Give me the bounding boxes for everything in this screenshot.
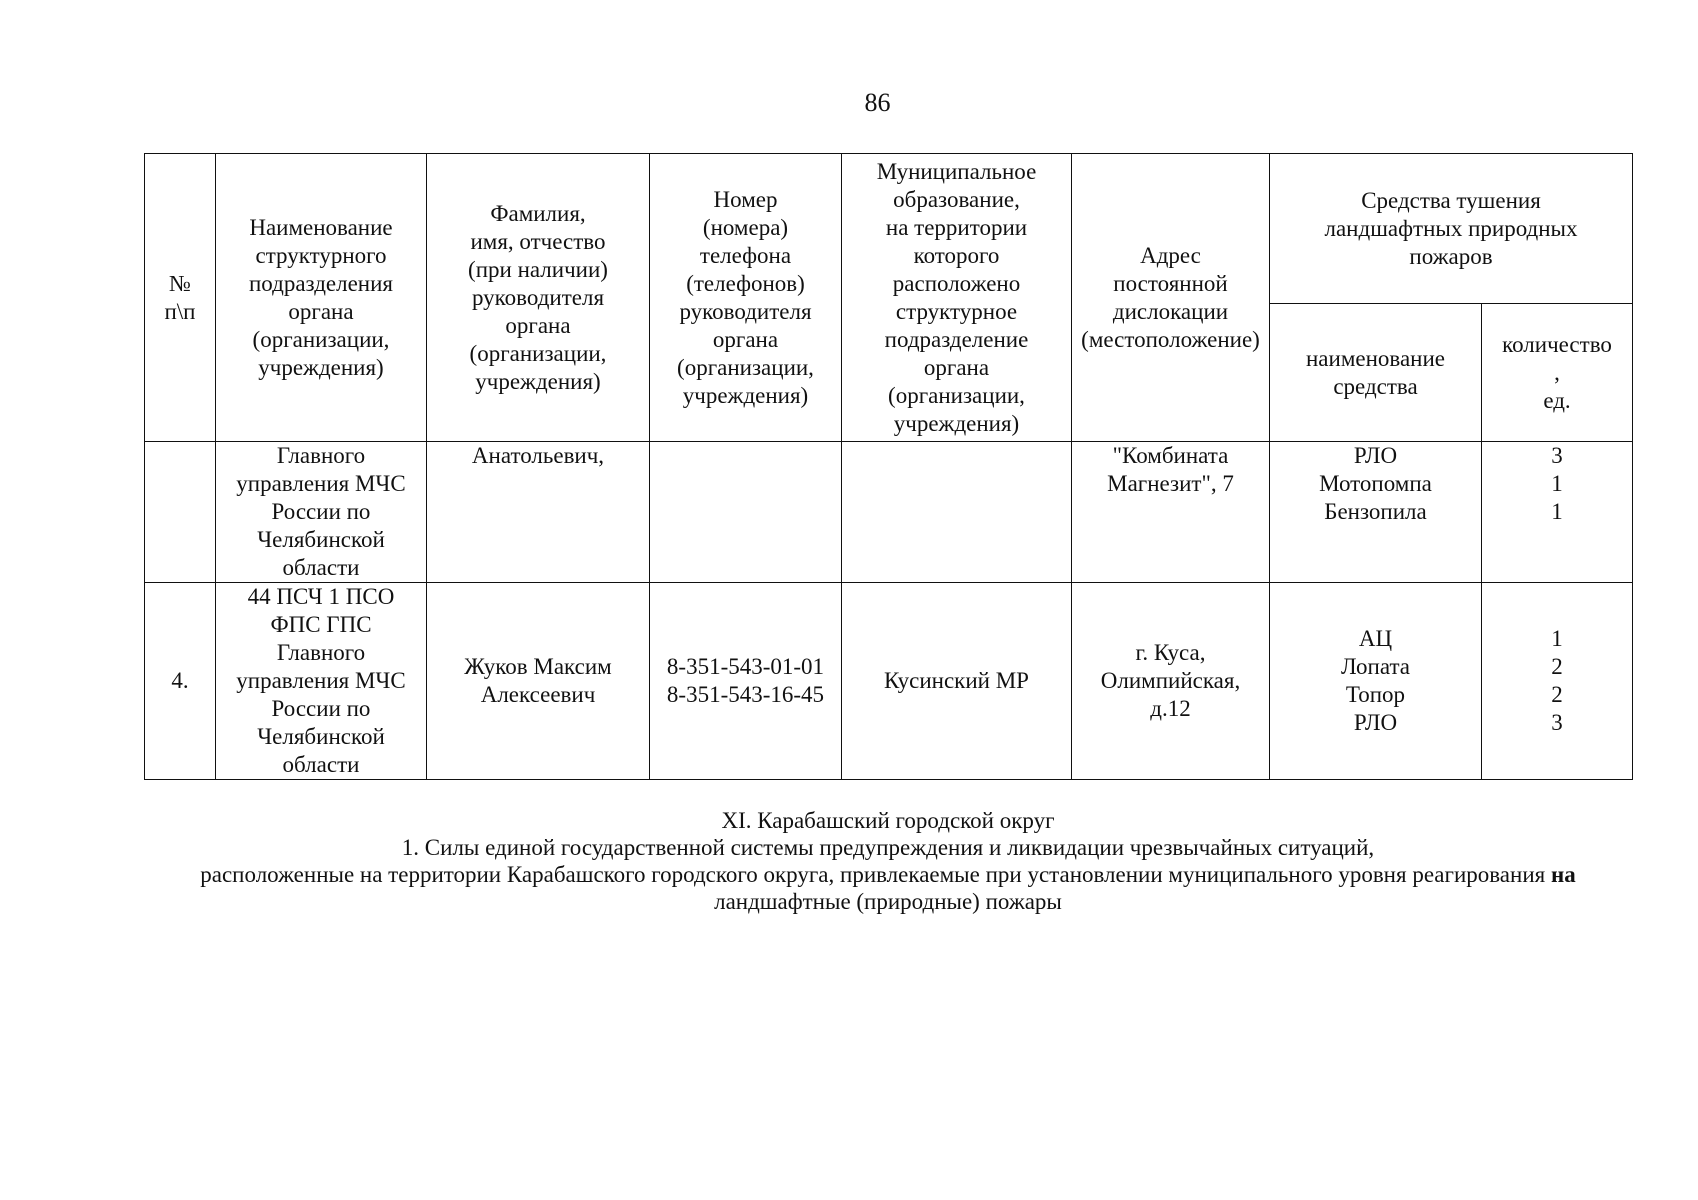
cell-means-quantity: 1 2 2 3 (1482, 583, 1633, 780)
cell-address: "Комбината Магнезит", 7 (1072, 442, 1270, 583)
header-means-name: наименование средства (1270, 304, 1482, 442)
table-row (145, 583, 1633, 780)
fire-forces-table (144, 153, 1633, 780)
cell-phone (650, 442, 842, 583)
cell-unit-name: 44 ПСЧ 1 ПСО ФПС ГПС Главного управления МЧС России по Челябинской области (216, 583, 427, 780)
header-phone: Номер (номера) телефона (телефонов) руководителя органа (организации, учреждения) (650, 154, 842, 442)
cell-municipality (842, 442, 1072, 583)
cell-means-quantity: 3 1 1 (1482, 442, 1633, 583)
section-line-1: 1. Силы единой государственной системы предупреждения и ликвидации чрезвычайных ситуаций, (401, 835, 1375, 860)
section-line-3: ландшафтные (природные) пожары (714, 889, 1062, 914)
header-unit-name: Наименование структурного подразделения органа (организации, учреждения) (216, 154, 427, 442)
cell-means-names: АЦ Лопата Топор РЛО (1270, 583, 1482, 780)
section-line-2 (144, 861, 1632, 888)
cell-head-name: Анатольевич, (427, 442, 650, 583)
cell-phone: 8-351-543-01-01 8-351-543-16-45 (650, 583, 842, 780)
section-title: XI. Карабашский городской округ (721, 808, 1055, 833)
cell-number (145, 442, 216, 583)
cell-number: 4. (145, 583, 216, 780)
cell-unit-name: Главного управления МЧС России по Челябинской области (216, 442, 427, 583)
header-means-quantity: количество , ед. (1482, 304, 1633, 442)
header-number: № п\п (145, 154, 216, 442)
section-heading (144, 807, 1632, 915)
cell-municipality: Кусинский МР (842, 583, 1072, 780)
section-line-2-bold: на (1550, 862, 1576, 887)
cell-head-name: Жуков Максим Алексеевич (427, 583, 650, 780)
table-header-row (145, 154, 1633, 304)
table-row (145, 442, 1633, 583)
header-extinguishing-means: Средства тушения ландшафтных природных пожаров (1270, 154, 1633, 304)
section-line-2-text: расположенные на территории Карабашского городского округа, привлекаемые при установлении муниципального уровня реагирования (200, 862, 1551, 887)
cell-means-names: РЛО Мотопомпа Бензопила (1270, 442, 1482, 583)
page-number: 86 (864, 88, 891, 117)
cell-address: г. Куса, Олимпийская, д.12 (1072, 583, 1270, 780)
header-municipality: Муниципальное образование, на территории которого расположено структурное подразделение органа (организации, учреждения) (842, 154, 1072, 442)
header-head-name: Фамилия, имя, отчество (при наличии) руководителя органа (организации, учреждения) (427, 154, 650, 442)
header-address: Адрес постоянной дислокации (местоположение) (1072, 154, 1270, 442)
